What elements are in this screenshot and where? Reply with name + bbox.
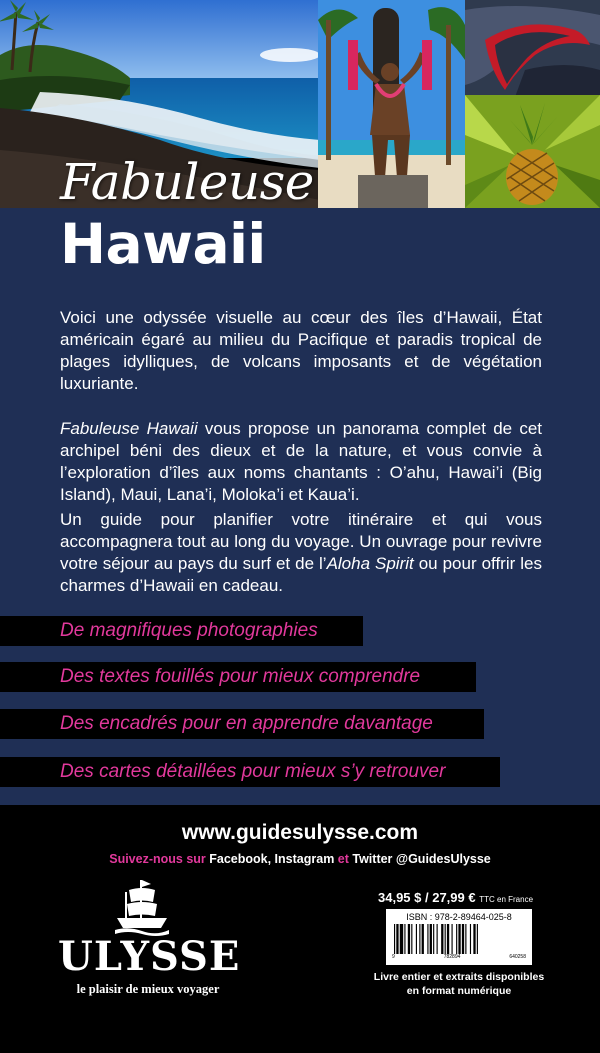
feature-tagline-boxes: Des encadrés pour en apprendre davantage: [0, 709, 484, 739]
digital-availability-note: [370, 970, 548, 998]
barcode-digits: [390, 954, 528, 960]
pineapple-photo: [465, 95, 600, 208]
barcode-bar: [396, 924, 398, 954]
barcode-bar: [452, 924, 453, 954]
ship-logo-icon: [113, 878, 171, 938]
description-paragraph-3: [60, 509, 542, 597]
barcode-bar: [458, 924, 460, 954]
website-link[interactable]: www.guidesulysse.com: [181, 821, 419, 844]
paragraph-3-end: ou pour offrir les charmes d’Hawaii en cadeau.: [60, 554, 542, 595]
barcode-bar: [419, 924, 420, 954]
feature-tagline-photos: De magnifiques photographies: [0, 616, 363, 646]
description-paragraph-2: [60, 418, 542, 506]
barcode-bar: [465, 924, 466, 954]
book-title: Hawaii: [60, 212, 266, 276]
paragraph-3-text: Un guide pour planifier votre itinéraire et qui vous accompagnera tout au long du voyage. Un ouvrage pour revivre votre séjour au pays du surf et de l’: [60, 510, 542, 573]
social-follow-line: [0, 852, 600, 866]
barcode-bar: [470, 924, 471, 954]
barcode-bar: [404, 924, 405, 954]
price-value: 34,95 $ / 27,99 €: [378, 890, 476, 905]
digital-line-2: en format numérique: [406, 985, 512, 997]
barcode-bar: [441, 924, 443, 954]
follow-and: et: [334, 852, 353, 866]
price-note: TTC en France: [479, 895, 534, 904]
aloha-spirit-inline: Aloha Spirit: [326, 554, 414, 573]
barcode-bar: [422, 924, 424, 954]
lava-photo: [465, 0, 600, 97]
barcode-bar: [477, 924, 478, 954]
follow-handle: @GuidesUlysse: [392, 852, 491, 866]
paragraph-2-text: vous propose un panorama complet de cet archipel béni des dieux et de la nature, et vous convie à l’exploration d’îles aux noms chantants : O’ahu, Hawai’i (Big Island), Maui, Lana’i, Moloka’i et Kaua’i.: [60, 419, 542, 504]
statue-photo: [318, 0, 465, 208]
feature-tagline-maps: Des cartes détaillées pour mieux s’y retrouver: [0, 757, 500, 787]
price: [378, 890, 548, 905]
book-title-inline: Fabuleuse Hawaii: [60, 419, 198, 438]
follow-twitter: Twitter: [352, 852, 393, 866]
barcode-bar: [400, 924, 403, 954]
isbn-number: ISBN : 978-2-89464-025-8: [406, 912, 512, 922]
barcode-digit-lead: 9: [392, 954, 395, 960]
barcode-bar: [456, 924, 457, 954]
barcode-bar: [433, 924, 434, 954]
barcode-digit-left: 782894: [443, 954, 461, 960]
barcode-bar: [447, 924, 449, 954]
follow-networks: Facebook, Instagram: [209, 852, 335, 866]
description-paragraph-1: Voici une odyssée visuelle au cœur des îles d’Hawaii, État américain égaré au milieu du Pacifique et paradis tropical de plages idylliques, de volcans imposants et de végétation luxuriante.: [60, 308, 542, 393]
publisher-tagline: le plaisir de mieux voyager: [76, 982, 220, 996]
digital-line-1: Livre entier et extraits disponibles: [373, 971, 545, 983]
barcode-bar: [411, 924, 412, 954]
barcode-bar: [416, 924, 417, 954]
barcode-bar: [427, 924, 428, 954]
isbn-barcode: [386, 909, 532, 965]
publisher-logo: ULYSSE: [58, 933, 241, 980]
feature-tagline-texts: Des textes fouillés pour mieux comprendre: [0, 662, 476, 692]
barcode-bar: [437, 924, 438, 954]
follow-prefix: Suivez-nous sur: [109, 852, 210, 866]
barcode-bar: [462, 924, 464, 954]
barcode-bars: [390, 924, 528, 954]
barcode-bar: [408, 924, 410, 954]
title-script: Fabuleuse: [60, 153, 314, 211]
barcode-bar: [394, 924, 395, 954]
barcode-bar: [430, 924, 432, 954]
barcode-bar: [473, 924, 475, 954]
barcode-digit-right: 640258: [509, 954, 526, 960]
barcode-bar: [445, 924, 446, 954]
